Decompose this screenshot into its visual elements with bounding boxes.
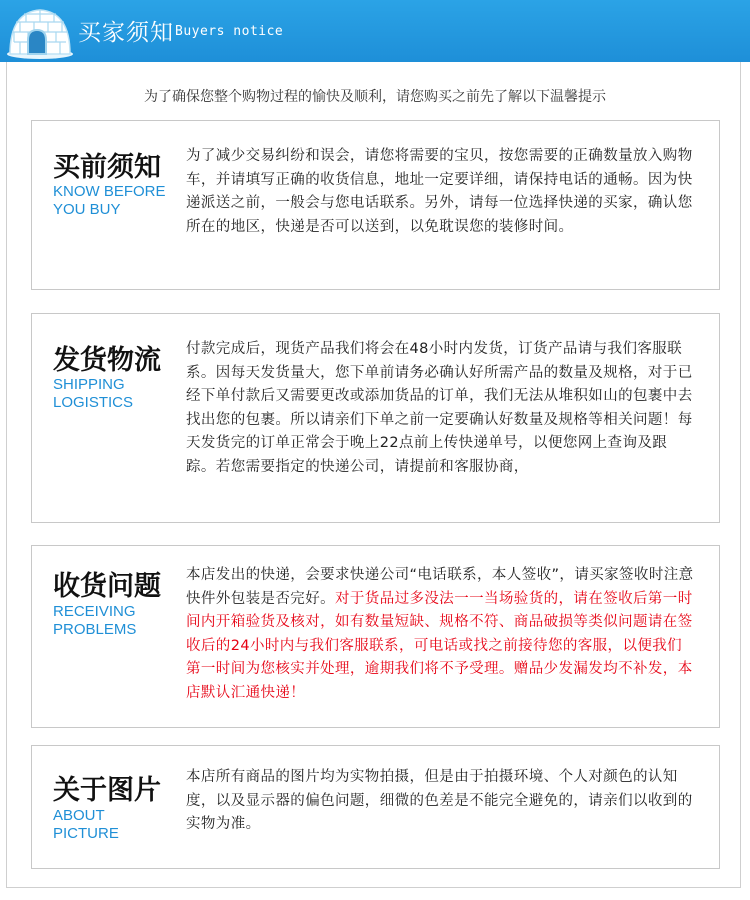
section-body: 本店所有商品的图片均为实物拍摄，但是由于拍摄环境、个人对颜色的认知度，以及显示器的偏色问题，细微的色差是不能完全避免的，请亲们以收到的实物为准。 xyxy=(186,769,693,832)
section-body-warning: 对于货品过多没法一一当场验货的，请在签收后第一时间内开箱验货及核对，如有数量短缺、规格不符、商品破损等类似问题请在签收后的24小时内与我们客服联系，可电话或找之前接待您的客服，以便我们第一时间为您核实并处理，逾期我们将不予受理。赠品少发漏发均不补发，本店默认汇通快递！ xyxy=(186,590,693,701)
section-body xyxy=(186,564,696,705)
header-title-cn: 买家须知 xyxy=(78,20,174,46)
section-title-en-line1: RECEIVING xyxy=(53,603,136,620)
section-title-en-line1: SHIPPING xyxy=(53,376,125,393)
section-title-en-line1: KNOW BEFORE xyxy=(53,183,166,200)
section-about-picture xyxy=(31,745,720,869)
section-body-normal: 本店发出的快递，会要求快递公司“电话联系，本人签收”，请买家签收时注意快件外包装是否完好。 xyxy=(186,567,694,607)
section-title-en-line1: ABOUT xyxy=(53,807,105,824)
section-title-en-line2: PICTURE xyxy=(53,825,119,842)
igloo-icon xyxy=(4,2,74,60)
section-body: 为了减少交易纠纷和误会，请您将需要的宝贝，按您需要的正确数量放入购物车，并请填写正确的收货信息，地址一定要详细，请保持电话的通畅。因为快递派送之前，一般会与您电话联系。另外，请每一位选择快递的买家，确认您所在的地区，快递是否可以送到，以免耽误您的装修时间。 xyxy=(186,148,693,235)
section-know-before-you-buy xyxy=(31,120,720,290)
section-title-en-line2: YOU BUY xyxy=(53,201,121,218)
header-title-en: Buyers notice xyxy=(175,24,284,39)
section-receiving-problems xyxy=(31,545,720,728)
section-title-cn: 收货问题 xyxy=(53,571,161,602)
section-body: 付款完成后，现货产品我们将会在48小时内发货，订货产品请与我们客服联系。因每天发货量大，您下单前请务必确认好所需产品的数量及规格，对于已经下单付款后又需要更改或添加货品的订单，我们无法从堆积如山的包裹中去找出您的包裹。所以请亲们下单之前一定要确认好数量及规格等相关问题！每天发货完的订单正常会于晚上22点前上传快递单号，以便您网上查询及跟踪。若您需要指定的快递公司，请提前和客服协商， xyxy=(186,341,693,475)
intro-text: 为了确保您整个购物过程的愉快及顺利，请您购买之前先了解以下温馨提示 xyxy=(144,89,606,105)
header-banner xyxy=(0,0,750,62)
section-title-en-line2: LOGISTICS xyxy=(53,394,134,411)
section-title-cn: 关于图片 xyxy=(53,775,161,806)
section-shipping-logistics xyxy=(31,313,720,523)
section-title-cn: 发货物流 xyxy=(53,345,161,376)
section-title-en-line2: PROBLEMS xyxy=(53,621,137,638)
section-title-cn: 买前须知 xyxy=(53,152,161,183)
